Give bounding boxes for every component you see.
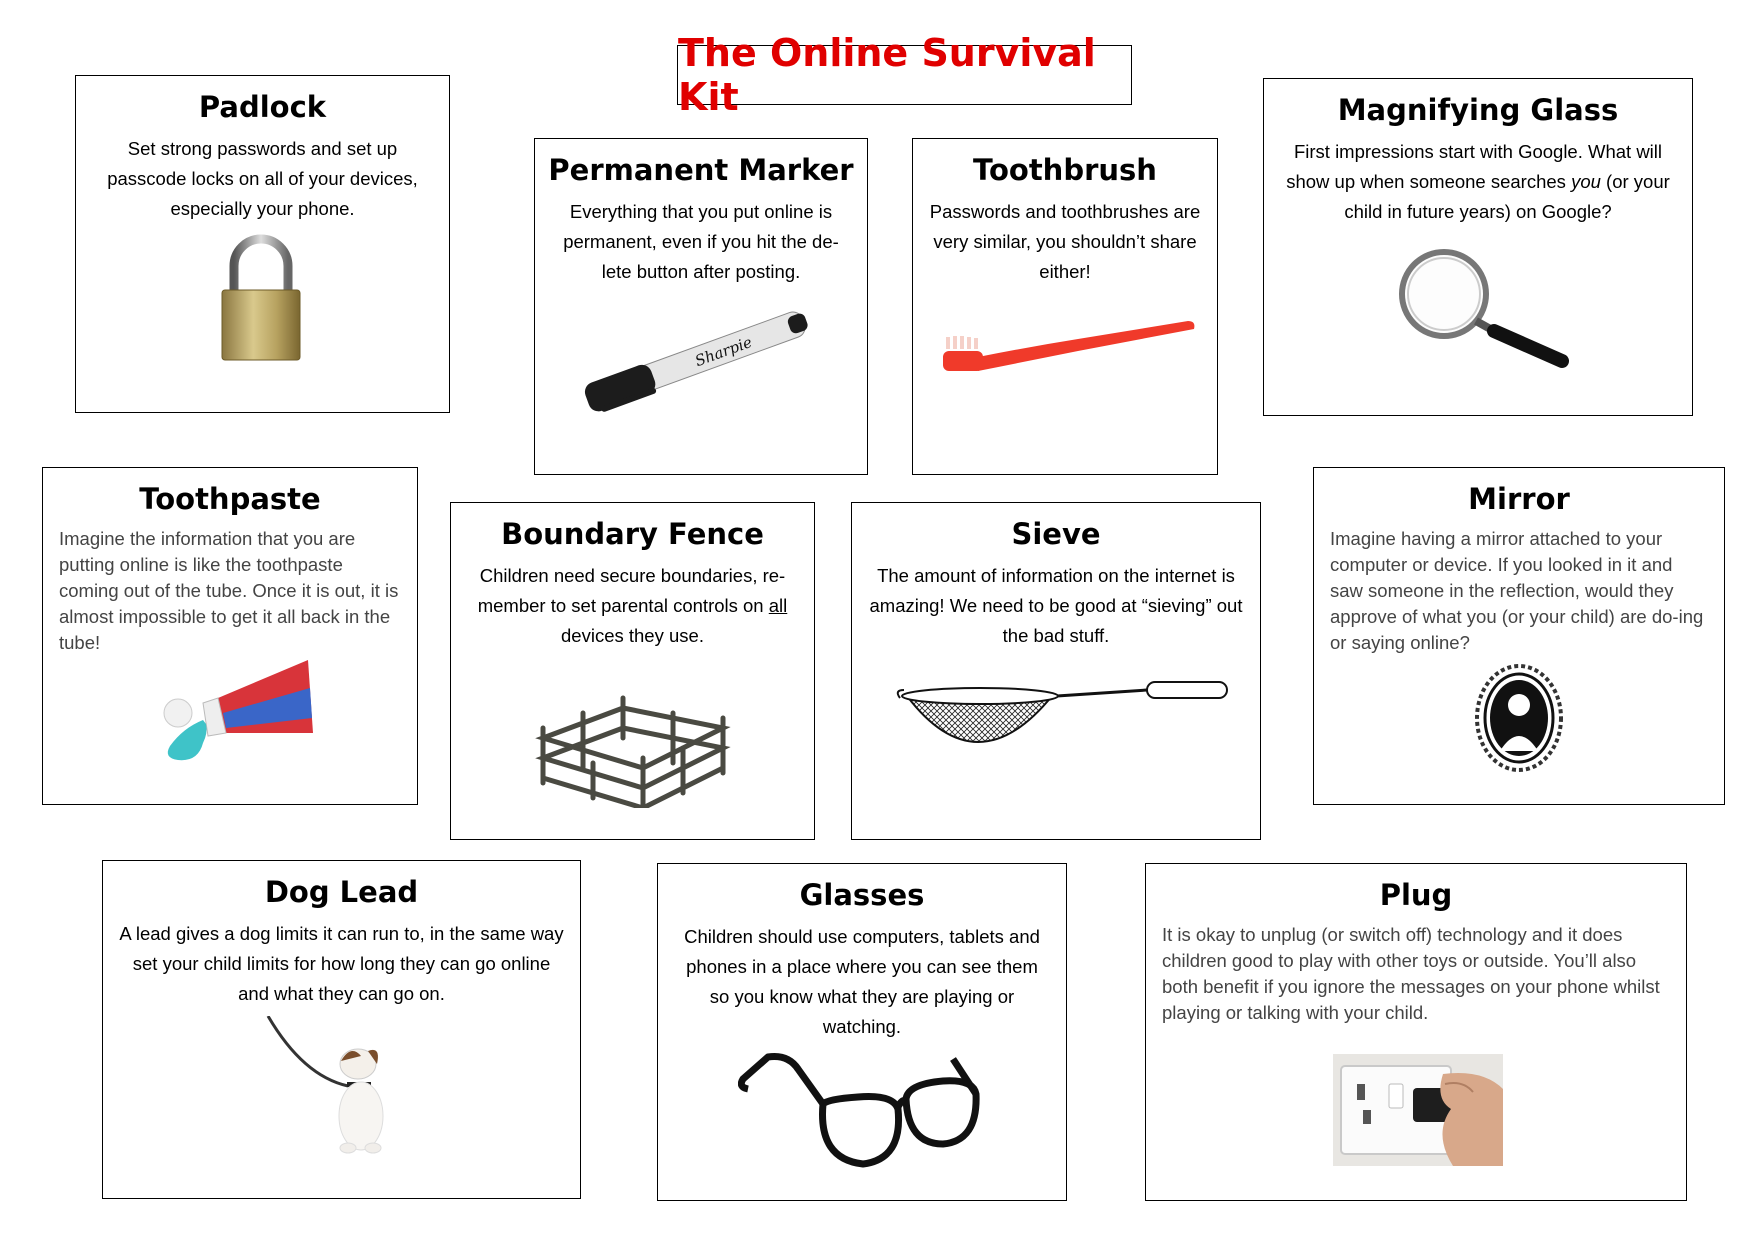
card-heading: Plug bbox=[1379, 878, 1453, 912]
fence-icon bbox=[533, 668, 733, 808]
card-text: First impressions start with Google. What will show up when someone searches you (or your child in future years) on Google? bbox=[1286, 141, 1670, 222]
card-heading: Boundary Fence bbox=[501, 517, 764, 551]
card-toothpaste bbox=[42, 467, 418, 805]
dog-lead-icon bbox=[263, 1016, 413, 1166]
mirror-icon bbox=[1474, 663, 1564, 773]
title-box bbox=[677, 31, 1132, 119]
card-toothbrush bbox=[912, 138, 1218, 475]
card-sieve bbox=[851, 502, 1261, 840]
card-permanent-marker bbox=[534, 138, 868, 475]
padlock-icon bbox=[216, 234, 306, 364]
card-text: The amount of information on the internet is amazing! We need to be good at “sieving” out the bad stuff. bbox=[869, 565, 1243, 646]
card-heading: Toothpaste bbox=[139, 482, 321, 516]
glasses-icon bbox=[738, 1049, 988, 1174]
toothbrush-icon bbox=[938, 309, 1198, 389]
sieve-icon bbox=[892, 678, 1232, 778]
card-text: Everything that you put online is permanent, even if you hit the de-lete button after posting. bbox=[563, 201, 839, 282]
marker-icon bbox=[570, 304, 830, 414]
card-heading: Toothbrush bbox=[973, 153, 1157, 187]
magnifying-glass-icon bbox=[1394, 249, 1574, 369]
card-text: It is okay to unplug (or switch off) technology and it does children good to play with other toys or outside. You’ll also both benefit if you ignore the messages on your phone whilst playing or talking with your child. bbox=[1162, 924, 1660, 1023]
card-heading: Glasses bbox=[799, 878, 925, 912]
card-heading: Mirror bbox=[1468, 482, 1570, 516]
card-glasses bbox=[657, 863, 1067, 1201]
marker-brand-label: Sharpie bbox=[692, 332, 755, 371]
page-title: The Online Survival Kit bbox=[678, 31, 1096, 119]
card-boundary-fence bbox=[450, 502, 815, 840]
plug-socket-icon bbox=[1333, 1054, 1503, 1166]
toothpaste-icon bbox=[148, 658, 313, 768]
card-mirror bbox=[1313, 467, 1725, 805]
card-heading: Magnifying Glass bbox=[1337, 93, 1619, 127]
card-text: Imagine the information that you are putting online is like the toothpaste coming out of the tube. Once it is out, it is almost impossible to get it all back in the tube! bbox=[59, 528, 399, 653]
card-padlock bbox=[75, 75, 450, 413]
card-magnifying-glass bbox=[1263, 78, 1693, 416]
card-heading: Sieve bbox=[1011, 517, 1101, 551]
card-plug bbox=[1145, 863, 1687, 1201]
card-dog-lead bbox=[102, 860, 581, 1199]
card-heading: Permanent Marker bbox=[548, 153, 854, 187]
card-text: Imagine having a mirror attached to your computer or device. If you looked in it and saw someone in the reflection, would they approve of what you (or your child) are do-ing or saying online? bbox=[1330, 528, 1704, 653]
card-text: Passwords and toothbrushes are very similar, you shouldn’t share either! bbox=[929, 201, 1201, 282]
card-heading: Dog Lead bbox=[264, 875, 419, 909]
card-text: Children need secure boundaries, re-member to set parental controls on all devices they use. bbox=[477, 565, 788, 646]
card-text: A lead gives a dog limits it can run to, in the same way set your child limits for how long they can go online and what they can go on. bbox=[119, 923, 564, 1004]
card-text: Children should use computers, tablets and phones in a place where you can see them so you know what they are playing or watching. bbox=[684, 926, 1040, 1037]
card-text: Set strong passwords and set up passcode locks on all of your devices, especially your phone. bbox=[107, 138, 418, 219]
card-heading: Padlock bbox=[198, 90, 327, 124]
